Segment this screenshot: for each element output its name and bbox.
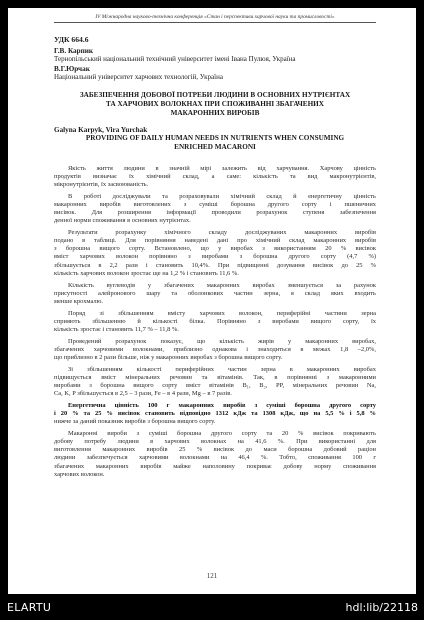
paragraph [54, 338, 376, 362]
paragraph-line: з борошна вищого сорту. Встановлено, що у виробах з використанням 20 % висівок [54, 245, 376, 253]
paragraph-line: підвищується вміст мінеральних речовин та вітамінів. Так, в порівнянні з макаронними [54, 374, 376, 382]
title-english [54, 134, 376, 152]
paragraph-line: сприяють збільшенню й кількості білка. Порівняно з виробами вищого сорту, їх [54, 317, 376, 325]
paragraph-line: В роботі досліджували та розраховували хімічний склад й енергетичну цінність [68, 193, 376, 201]
paragraph-line: Кількість вуглеводів у збагачених макаронних виробах зменшується за рахунок [68, 281, 376, 289]
footer-bar [0, 594, 424, 620]
paragraph-line: висівок. Для розширення інформації проводили розрахунок ступеня забезпечення [54, 209, 376, 217]
paragraph-line: кількість зростає і становить 11,7 % – 11,8 %. [54, 325, 179, 333]
paragraph-line: подано в таблиці. Для порівняння наведені дані про хімічний склад макаронних виробів [54, 237, 376, 245]
english-authors: Galyna Karpyk, Vira Yurchak [54, 126, 148, 135]
paragraph [54, 193, 376, 225]
title-en-line: PROVIDING OF DAILY HUMAN NEEDS IN NUTRIENTS WHEN CONSUMING [85, 134, 345, 143]
title-ua-line: МАКАРОННИХ ВИРОБІВ [170, 108, 260, 117]
footer-handle-link[interactable]: hdl:lib/22118 [345, 601, 418, 614]
author-name-2: В.Г.Юрчак [54, 65, 90, 73]
paragraph-line: що приблизно в 2 рази більше, ніж у макаронних виробах з борошна вищого сорту. [54, 353, 283, 361]
paragraph-line: добову потребу людини в харчових волокнах на 41,6 %. При використанні для [54, 438, 376, 446]
title-ua-line: ТА ХАРЧОВИХ ВОЛОКНАХ ПРИ СПОЖИВАННІ ЗБАГАЧЕНИХ [106, 99, 324, 108]
paragraph-line: Поряд зі збільшенням вмісту харчових волокон, периферійні частини зерна [68, 309, 376, 317]
paragraph-line: Макаронні вироби з суміші борошна другого сорту та 20 % висівок покривають [68, 430, 376, 438]
paragraph [54, 310, 376, 334]
paragraph-line: Якість життя людини в значній мірі залежить від харчування. Харчову цінність [68, 164, 376, 172]
paragraph-line: і 20 % та 25 % висівок становить відповідно 1312 кДж та 1308 кДж, що на 5,5 % і 5,8 % [54, 410, 376, 418]
paragraph-line: вміст харчових волокон порівняно з виробами з борошна другого сорту (4,7 %) [54, 253, 376, 261]
paragraph [54, 282, 376, 306]
paragraph-line: Енергетична цінність 100 г макаронних виробів з суміші борошна другого сорту [68, 402, 376, 410]
footer-repository-label: ELARTU [7, 601, 52, 614]
paragraph-line: продуктів визначає їх хімічний склад, а саме: кількість та вид макронутрієнтів, [54, 173, 376, 181]
page-number: 121 [206, 572, 218, 580]
article-body [54, 165, 376, 479]
paragraph-line: мікронутрієнтів, їх засвоюваність. [54, 181, 149, 189]
paragraph-line: Ca, K, P збільшується в 2,5 – 3 рази, Fe – в 4 рази, Mg – в 7 разів. [54, 390, 232, 398]
document-page [8, 8, 416, 594]
paragraph-line: менше крохмалю. [54, 297, 103, 305]
title-en-line: ENRICHED MACARONI [174, 143, 256, 152]
paragraph-line: присутності алейронового шару та оболонкових частин зерна, я склад яких входить [54, 289, 376, 297]
paragraph-line: збагачених макаронних виробів майже наполовину покриває добову норму споживання [54, 462, 376, 470]
title-ua-line: ЗАБЕЗПЕЧЕННЯ ДОБОВОЇ ПОТРЕБИ ЛЮДИНИ В ОСНОВНИХ НУТРІЄНТАХ [79, 91, 351, 99]
udk-code: УДК 664.6 [54, 35, 89, 44]
paragraph [54, 165, 376, 189]
paragraph-line: харчових волокон. [54, 470, 105, 478]
paragraph-line: Проведений розрахунок показує, що кількість жирів у макаронних виробах, [68, 337, 376, 345]
paragraph [54, 366, 376, 398]
paragraph-line: виробами з борошна вищого сорту вміст вітамінів B₁, B₂, PP, мінеральних речовин Na, [54, 382, 376, 390]
author-affiliation-1: Тернопільський національний технічний університет імені Івана Пулюя, Україна [54, 55, 296, 63]
paragraph-line: денної норми споживання в основних нутрієнтах. [54, 217, 191, 225]
paragraph [54, 402, 376, 426]
paragraph-line: Зі збільшенням кількості периферійних частин зерна в макаронних виробах [68, 366, 376, 374]
paragraph-line: збагачених харчовими волокнами, приблизно однакова і знаходиться в межах 1,8 –2,0%, [54, 345, 376, 353]
paragraph [54, 430, 376, 478]
author-affiliation-2: Національний університет харчових технологій, Україна [54, 73, 223, 81]
paragraph-line: нижче за даний показник виробів з борошна вищого сорту. [54, 418, 216, 426]
paragraph-line: Результати розрахунку хімічного складу досліджуваних макаронних виробів [68, 229, 376, 237]
paragraph [54, 229, 376, 277]
page-content [54, 14, 376, 483]
paragraph-line: кількість харчових волокон зростає ще на 1,2 % і становить 11,6 %. [54, 269, 239, 277]
paragraph-line: збільшується в 2,2 рази і становить 10,4%. При підвищенні дозування висівок до 25 % [54, 261, 376, 269]
conference-header: IV Міжнародна науково-технічна конференція «Стан і перспективи харчової науки та промисловості» [54, 14, 376, 23]
paragraph-line: макаронних виробів виготовлених з суміші борошна другого сорту і пшеничних [54, 201, 376, 209]
author-name-1: Г.В. Карпик [54, 47, 94, 55]
title-ukrainian [54, 91, 376, 117]
paragraph-line: людини забезпечується харчовими волокнами на 46,4 %. Тобто, споживання 100 г [54, 454, 376, 462]
paragraph-line: виготовлення макаронних виробів 25 % висівок до маси борошна добовий раціон [54, 446, 376, 454]
